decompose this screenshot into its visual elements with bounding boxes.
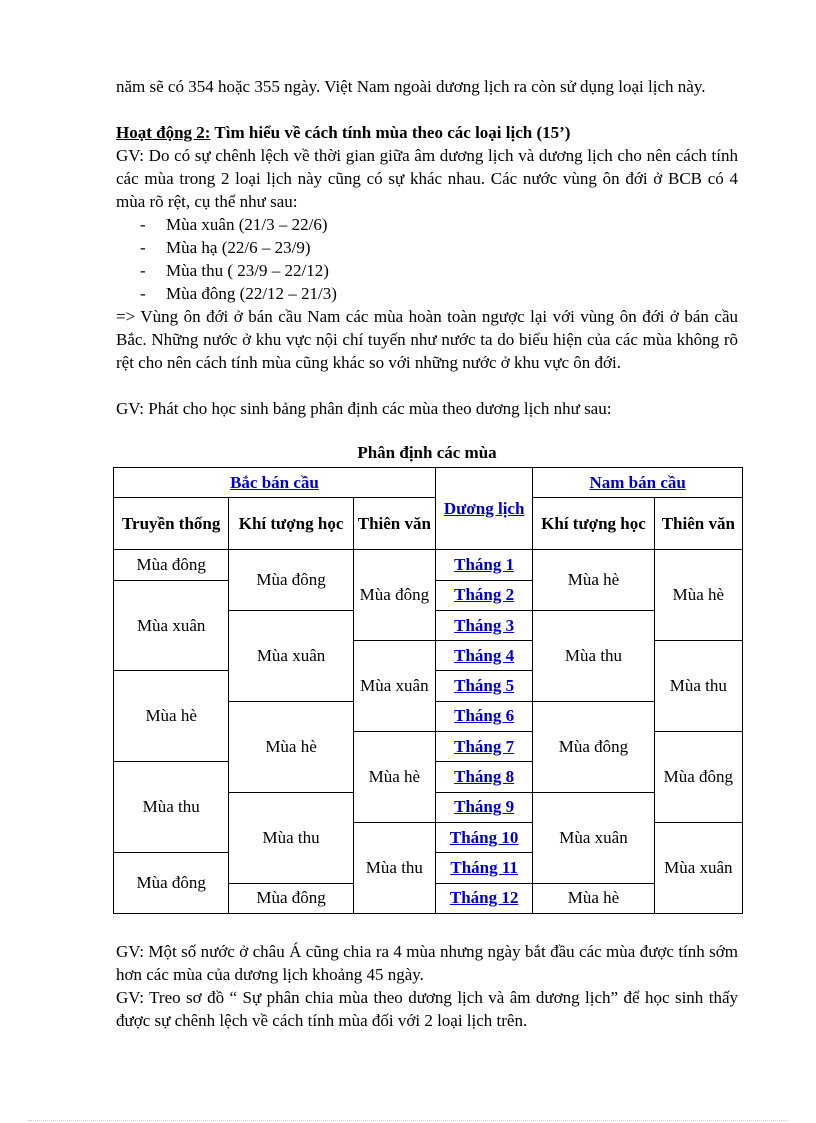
table-cell: Mùa thu — [353, 822, 435, 913]
south-hemisphere-header[interactable]: Nam bán cầu — [533, 468, 743, 498]
paragraph-seasons-intro: GV: Do có sự chênh lệch về thời gian giữa âm dương lịch và dương lịch cho nên cách tính các mùa trong 2 loại lịch này cũng có sự khác nhau. Các nước vùng ôn đới ở BCB có 4 mùa rõ rệt, cụ thể như sau: — [116, 146, 738, 211]
table-cell: Mùa thu — [114, 762, 229, 853]
month-link[interactable]: Tháng 9 — [436, 792, 533, 822]
table-cell: Mùa hè — [533, 883, 654, 913]
table-cell: Mùa hè — [353, 732, 435, 823]
table-cell: Mùa đông — [353, 550, 435, 641]
paragraph-handout: GV: Phát cho học sinh bảng phân định các mùa theo dương lịch như sau: — [116, 399, 612, 418]
col-meteorological: Khí tượng học — [229, 498, 353, 550]
month-link[interactable]: Tháng 7 — [436, 732, 533, 762]
table-cell: Mùa thu — [229, 792, 353, 883]
table-cell: Mùa đông — [229, 883, 353, 913]
activity-label: Hoạt động 2: — [116, 123, 211, 142]
table-cell: Mùa đông — [654, 732, 742, 823]
month-link[interactable]: Tháng 5 — [436, 671, 533, 701]
page-footer-divider — [28, 1120, 788, 1121]
table-cell: Mùa đông — [229, 550, 353, 611]
table-cell: Mùa xuân — [654, 822, 742, 913]
table-cell: Mùa hè — [229, 701, 353, 792]
table-cell: Mùa hè — [114, 671, 229, 762]
table-cell: Mùa xuân — [229, 610, 353, 701]
paragraph-southern: => Vùng ôn đới ở bán cầu Nam các mùa hoàn toàn ngược lại với vùng ôn đới ở bán cầu Bắc. Những nước ở khu vực nội chí tuyến như nước ta do biểu hiện của các mùa không rõ rệt cho nên cách tính mùa cũng khác so với những nước ở khu vực ôn đới. — [116, 307, 738, 372]
intro-paragraph: năm sẽ có 354 hoặc 355 ngày. Việt Nam ngoài dương lịch ra còn sử dụng loại lịch này. — [116, 77, 706, 96]
month-link[interactable]: Tháng 12 — [436, 883, 533, 913]
month-link[interactable]: Tháng 10 — [436, 822, 533, 852]
month-link[interactable]: Tháng 1 — [436, 550, 533, 580]
season-table — [113, 467, 743, 914]
table-cell: Mùa đông — [533, 701, 654, 792]
paragraph-asia: GV: Một số nước ở châu Á cũng chia ra 4 mùa nhưng ngày bắt đầu các mùa được tính sớm hơn các mùa của dương lịch khoảng 45 ngày. — [116, 942, 738, 984]
col-south-astronomical: Thiên văn — [654, 498, 742, 550]
solar-calendar-header[interactable]: Dương lịch — [436, 468, 533, 550]
list-item: - Mùa thu ( 23/9 – 22/12) — [140, 261, 329, 280]
list-item: - Mùa hạ (22/6 – 23/9) — [140, 238, 311, 257]
month-link[interactable]: Tháng 4 — [436, 641, 533, 671]
month-link[interactable]: Tháng 8 — [436, 762, 533, 792]
table-caption: Phân định các mùa — [357, 443, 497, 462]
activity-title: Tìm hiểu về cách tính mùa theo các loại lịch (15’) — [210, 123, 571, 142]
table-cell: Mùa đông — [114, 853, 229, 914]
col-traditional: Truyền thống — [114, 498, 229, 550]
table-cell: Mùa hè — [654, 550, 742, 641]
month-link[interactable]: Tháng 3 — [436, 610, 533, 640]
list-item: - Mùa xuân (21/3 – 22/6) — [140, 215, 328, 234]
table-cell: Mùa thu — [654, 641, 742, 732]
season-list — [140, 213, 337, 305]
col-south-meteorological: Khí tượng học — [533, 498, 654, 550]
month-link[interactable]: Tháng 2 — [436, 580, 533, 610]
north-hemisphere-header[interactable]: Bắc bán cầu — [114, 468, 436, 498]
table-cell: Mùa thu — [533, 610, 654, 701]
month-link[interactable]: Tháng 6 — [436, 701, 533, 731]
table-cell: Mùa xuân — [533, 792, 654, 883]
table-cell: Mùa đông — [114, 550, 229, 580]
table-cell: Mùa xuân — [114, 580, 229, 671]
col-astronomical: Thiên văn — [353, 498, 435, 550]
activity-heading — [116, 121, 738, 144]
list-item: - Mùa đông (22/12 – 21/3) — [140, 284, 337, 303]
paragraph-diagram: GV: Treo sơ đồ “ Sự phân chia mùa theo dương lịch và âm dương lịch” để học sinh thấy được sự chênh lệch về cách tính mùa đối với 2 loại lịch trên. — [116, 988, 738, 1030]
table-cell: Mùa hè — [533, 550, 654, 611]
table-cell: Mùa xuân — [353, 641, 435, 732]
month-link[interactable]: Tháng 11 — [436, 853, 533, 883]
